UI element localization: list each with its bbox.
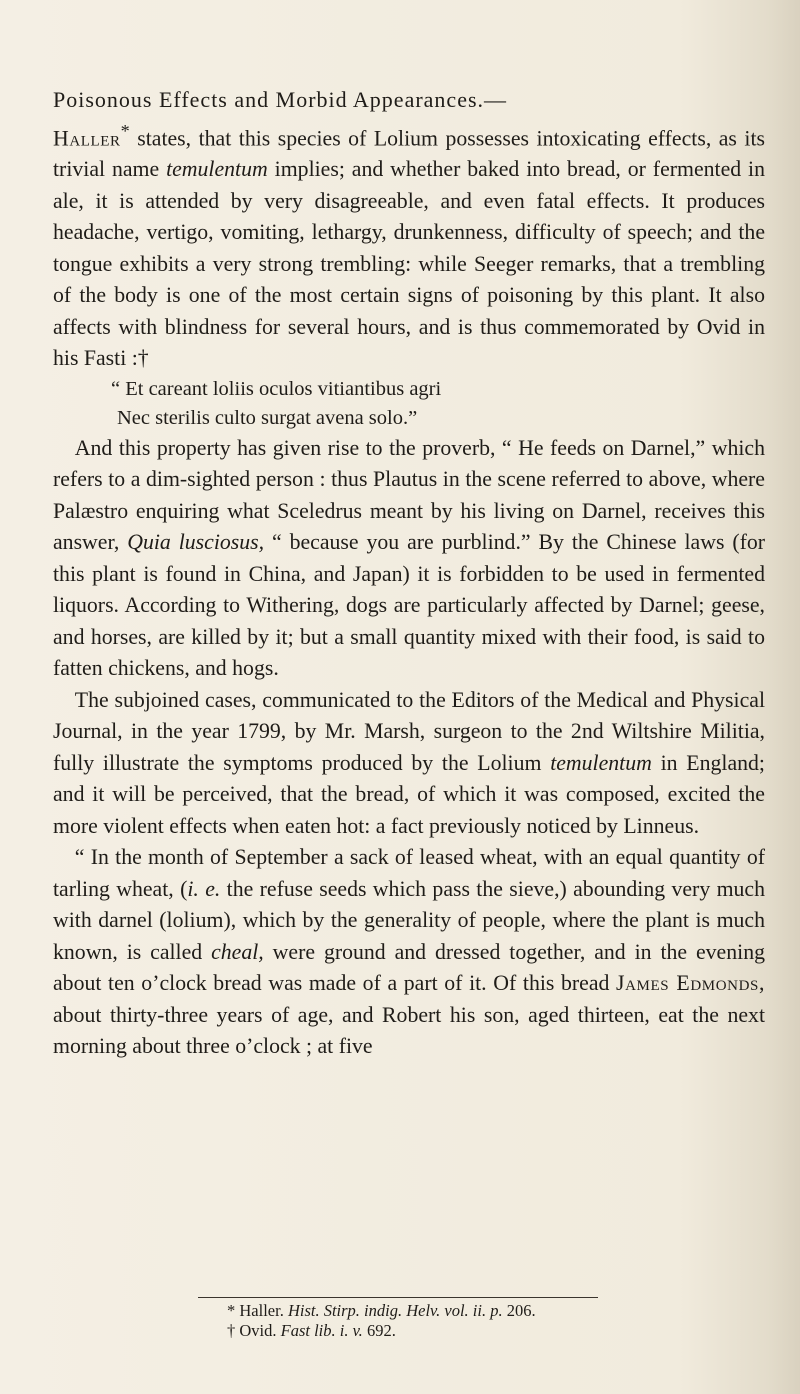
footnote-mark: * bbox=[227, 1301, 236, 1320]
paragraph-text: states, that this species of Lolium possesses intoxicating effects, as its trivial name bbox=[53, 125, 765, 182]
italic-term: Quia lusciosus, bbox=[127, 530, 265, 555]
footnotes bbox=[227, 1301, 747, 1341]
footnote-page: 692. bbox=[362, 1321, 396, 1340]
footnote-divider bbox=[198, 1297, 598, 1298]
paragraph-text: about thirty-three years of age, and Robert his son, aged thirteen, eat the next morning about three o’clock ; at five bbox=[53, 1002, 765, 1059]
paragraph-text: in England; and it will be perceived, that the bread, of which it was composed, excited the more violent effects when eaten hot: a fact previously noticed by Linneus. bbox=[53, 750, 765, 838]
footnote-mark[interactable]: † bbox=[137, 346, 149, 371]
latin-quote bbox=[53, 375, 765, 433]
italic-term: i. e. bbox=[187, 876, 221, 901]
footnote-page: 206. bbox=[502, 1301, 536, 1320]
body-text bbox=[53, 84, 765, 1063]
footnote-text: Haller. bbox=[235, 1301, 288, 1320]
footnote-haller bbox=[227, 1301, 747, 1321]
paragraph-text: “ because you are purblind.” By the Chinese laws (for this plant is found in China, and Japan) it is forbidden to be used in fermented liquors. According to Withering, dogs are particularly affected by Darnel; geese, and horses, are killed by it; but a small quantity mixed with their food, is said to fatten chickens, and hogs. bbox=[53, 530, 766, 681]
paragraph-text: The subjoined cases, communicated to the Editors of the Medical and Physical Journal, in the year 1799, by Mr. Marsh, surgeon to the 2nd Wiltshire Militia, fully illustrate the symptoms produced by the Lolium bbox=[53, 687, 765, 775]
italic-term: temulentum bbox=[550, 750, 652, 775]
running-head-text: Poisonous Effects and Morbid Appearances.— bbox=[53, 87, 508, 112]
paragraph-september bbox=[53, 842, 765, 1063]
footnote-citation: Hist. Stirp. indig. Helv. vol. ii. p. bbox=[287, 1301, 503, 1320]
italic-term: temulentum bbox=[166, 157, 268, 182]
italic-term: cheal, bbox=[211, 939, 264, 964]
footnote-mark: † bbox=[227, 1321, 236, 1340]
paragraph-cases bbox=[53, 685, 765, 843]
footnote-citation: Fast lib. i. v. bbox=[280, 1321, 363, 1340]
paragraph-text: implies; and whether baked into bread, or fermented in ale, it is attended by very disagreeable, and even fatal effects. It produces headache, vertigo, vomiting, lethargy, drunkenness, difficulty of speech; and the tongue exhibits a very strong trembling: while Seeger remarks, that a trembling of the body is one of the most certain signs of poisoning by this plant. It also affects with blindness for several hours, and is thus commemorated by Ovid in his Fasti : bbox=[53, 157, 766, 371]
footnote-ovid bbox=[227, 1321, 747, 1341]
footnote-mark[interactable]: * bbox=[120, 120, 130, 141]
paragraph-haller bbox=[53, 116, 765, 375]
quote-line: Nec sterilis culto surgat avena solo.” bbox=[117, 406, 418, 429]
running-head bbox=[53, 84, 765, 116]
paragraph-text: were ground and dressed together, and in the evening about ten o’clock bread was made of a part of it. Of this bread bbox=[53, 939, 765, 996]
footnote-text: Ovid. bbox=[235, 1321, 281, 1340]
author-name: Haller bbox=[53, 125, 121, 150]
paragraph-text: And this property has given rise to the proverb, “ He feeds on Darnel,” which refers to a dim-sighted person : thus Plautus in the scene referred to above, where Palæstro enquiring what Sceledrus meant by his living on Darnel, receives this answer, bbox=[53, 435, 765, 555]
paragraph-proverb bbox=[53, 433, 765, 685]
paragraph-text: the refuse seeds which pass the sieve,) abounding very much with darnel (lolium), which by the generality of people, where the plant is much known, is called bbox=[53, 876, 765, 964]
paragraph-text: “ In the month of September a sack of leased wheat, with an equal quantity of tarling wheat, ( bbox=[53, 845, 765, 901]
quote-line: “ Et careant loliis oculos vitiantibus agri bbox=[111, 377, 442, 400]
person-name: James Edmonds, bbox=[616, 971, 766, 996]
